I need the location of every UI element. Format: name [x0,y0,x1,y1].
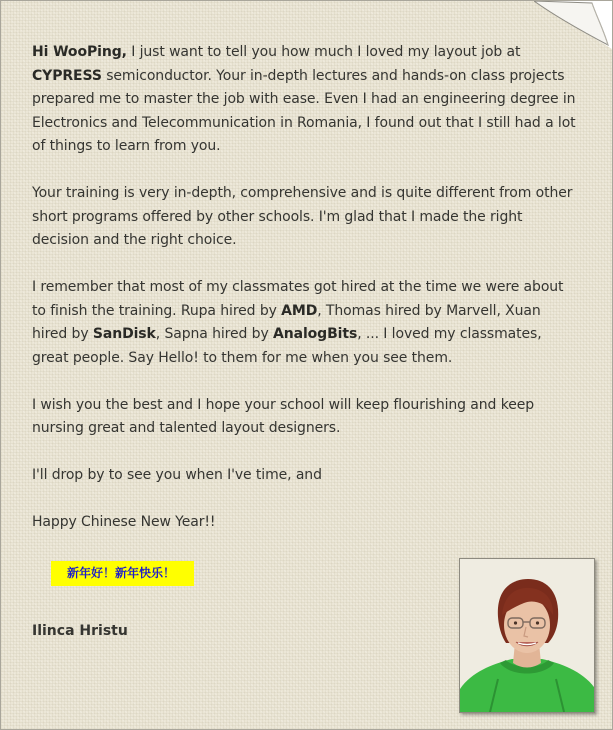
company-name: CYPRESS [32,67,102,84]
paragraph-text: semiconductor. Your in-depth lectures and hands-on class projects prepared me to master the job with ease. Even I had an engineering degree in Electronics and Telecommunication in Romania, I found out that I still had a lot of things to learn from you. [32,67,576,154]
letter-paragraph-5: I'll drop by to see you when I've time, and [32,467,322,483]
greeting: Hi WooPing, [32,44,127,60]
signature: Ilinca Hristu [32,623,128,639]
company-analogbits: AnalogBits [273,326,358,342]
letter-body [32,41,580,558]
company-sandisk: SanDisk [92,326,156,342]
company-amd: AMD [281,302,318,319]
letter-paragraph-2: Your training is very in-depth, comprehensive and is quite different from other short programs offered by other schools. I'm glad that I made the right decision and the right choice. [32,185,573,248]
letter-paragraph-3 [32,276,580,370]
letter-paragraph-4: I wish you the best and I hope your school will keep flourishing and keep nursing great and talented layout designers. [32,396,535,436]
paragraph-text: I remember that most of my classmates got hired at the time we were about to finish the training. Rupa hired by [32,279,564,319]
chinese-new-year-greeting: 新年好！新年快乐！ [51,561,194,586]
letter-paragraph-6: Happy Chinese New Year!! [32,514,216,530]
letter-paragraph-1 [32,41,580,159]
portrait-photo [459,558,595,713]
paragraph-text: , Thomas hired by Marvell, Xuan hired by [32,302,541,342]
paragraph-text: I just want to tell you how much I loved my layout job at [126,44,521,60]
paragraph-text: , ... I loved my classmates, great people. Say Hello! to them for me when you see them. [32,326,542,366]
portrait-icon [460,559,594,712]
paragraph-text: , Sapna hired by [155,326,274,342]
